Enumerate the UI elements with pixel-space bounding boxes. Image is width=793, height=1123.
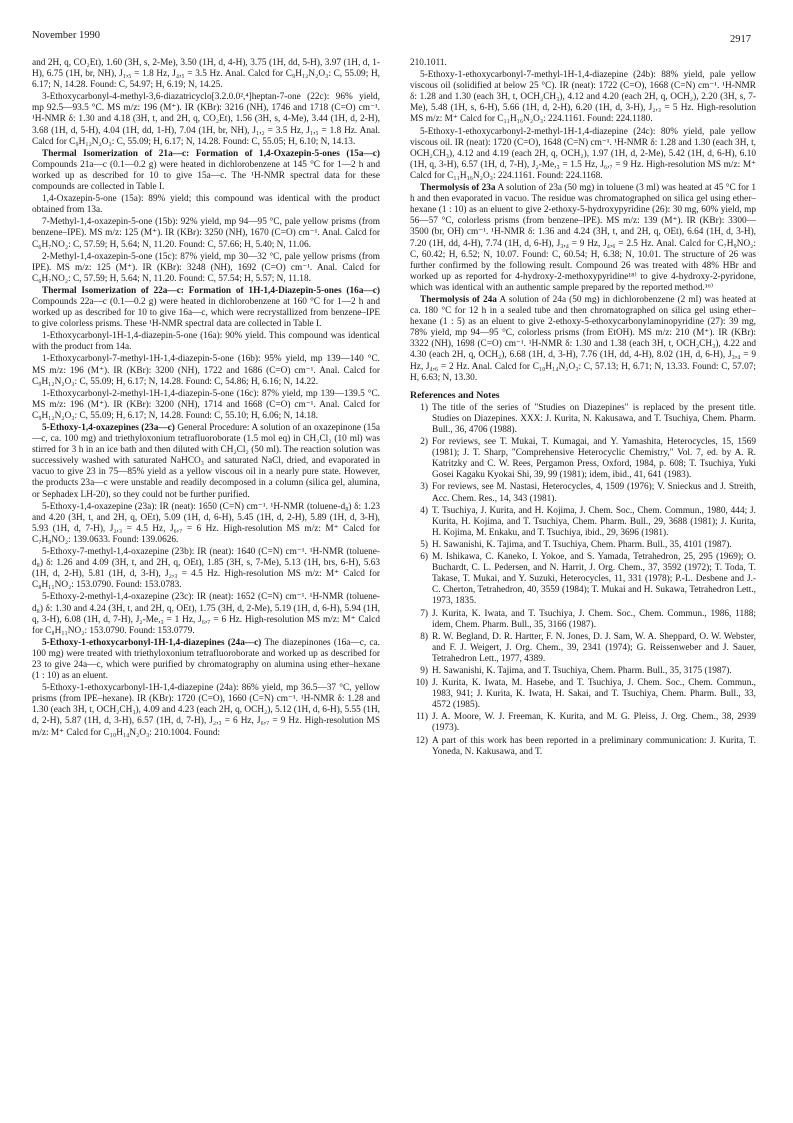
paragraph	[410, 295, 756, 384]
paragraph-text: 210.1011.	[410, 58, 447, 68]
paragraph	[32, 58, 380, 91]
reference-item	[410, 609, 756, 631]
paragraph	[32, 547, 380, 591]
reference-item	[410, 552, 756, 607]
reference-item	[410, 712, 756, 734]
header-date: November 1990	[32, 30, 100, 41]
paragraph-text: 1,4-Oxazepin-5-one (15a): 89% yield; this compound was identical with the product obtained from 13a.	[32, 194, 380, 216]
paragraph	[32, 149, 380, 193]
paragraph	[32, 502, 380, 546]
reference-number: 6)	[420, 552, 428, 563]
reference-text: A part of this work has been reported in a preliminary communication: J. Kurita, T. Yoneda, N. Kakusawa, and T.	[432, 735, 756, 757]
right-column-body	[410, 58, 756, 384]
reference-text: H. Sawanishi, K. Tajima, and T. Tsuchiya, Chem. Pharm. Bull., 35, 4101 (1987).	[432, 539, 732, 550]
paragraph-text: 5-Ethoxy-1-ethoxycarbonyl-7-methyl-1H-1,4-diazepine (24b): 88% yield, pale yellow viscous oil (solidified at below 25 °C). IR (neat): 1722 (C=O), 1668 (C=N) cm⁻¹. ¹H-NMR δ: 1.28 and 1.30 (each 3H, t, OCH₂CH₃), 4.12 and 4.20 (each 2H, q, OCH₂), 2.20 (3H, s, 7-Me), 5.48 (1H, s, 6-H), 5.66 (1H, d, 2-H), 6.20 (1H, d, 3-H), J₂,₃ = 5 Hz. High-resolution MS m/z: M⁺ Calcd for C₁₁H₁₆N₂O₃: 224.1161. Found: 224.1180.	[410, 70, 756, 125]
reference-number: 11)	[415, 712, 428, 723]
reference-number: 8)	[420, 631, 428, 642]
paragraph-text: 3-Ethoxycarbonyl-4-methyl-3,6-diazatricyclo[3.2.0.0²,⁴]heptan-7-one (22c): 96% yield, mp 92.5—93.5 °C. MS m/z: 196 (M⁺). IR (KBr): 3216 (NH), 1746 and 1718 (C=O) cm⁻¹. ¹H-NMR δ: 1.30 and 4.18 (3H, t, and 2H, q, CO₂Et), 1.56 (3H, s, 4-Me), 3.44 (1H, d, 2-H), 3.68 (1H, d, 5-H), 4.04 (1H, dd, 1-H), 7.04 (1H, br, NH), J₁,₂ = 3.5 Hz, J₁,₅ = 1.8 Hz. Anal. Calcd for C₉H₁₂N₂O₃: C, 55.09; H, 6.17; N, 14.28. Found: C, 55.05; H, 6.10; N, 14.13.	[32, 92, 380, 147]
paragraph-heading: Thermal Isomerization of 22a—c: Formation of 1H-1,4-Diazepin-5-ones (16a—c)	[42, 285, 380, 296]
paragraph-text: 1-Ethoxycarbonyl-7-methyl-1H-1,4-diazepin-5-one (16b): 95% yield, mp 139—140 °C. MS m/z: 196 (M⁺). IR (KBr): 3200 (NH), 1722 and 1686 (C=O) cm⁻¹. Anal. Calcd for C₉H₁₂N₂O₃: C, 55.09; H, 6.17; N, 14.28. Found: C, 54.86; H, 6.16; N, 14.22.	[32, 354, 380, 387]
reference-text: J. Kurita, K. Iwata, M. Hasebe, and T. Tsuchiya, J. Chem. Soc., Chem. Commun., 1983, 941; J. Kurita, K. Iwata, H. Sakai, and T. Tsuchiya, Chem. Pharm. Bull., 33, 4572 (1985).	[432, 678, 756, 711]
paragraph	[410, 127, 756, 182]
reference-item	[410, 403, 756, 436]
paragraph-text: 2-Methyl-1,4-oxazepin-5-one (15c): 87% yield, mp 30—32 °C, pale yellow prisms (from IPE). MS m/z: 125 (M⁺). IR (KBr): 3248 (NH), 1692 (C=O) cm⁻¹. Anal. Calcd for C₆H₇NO₂: C, 57.59; H, 5.64; N, 11.20. Found: C, 57.54; H, 5.57; N, 11.18.	[32, 251, 380, 284]
reference-item	[410, 678, 756, 711]
reference-item	[410, 482, 756, 504]
reference-number: 9)	[420, 665, 428, 676]
paragraph-text: Compounds 22a—c (0.1—0.2 g) were heated in dichlorobenzene at 160 °C for 1—2 h and worked up as described for 10 to give 16a—c, which were recrystallized from benzene–IPE to give colorless prisms. These ¹H-NMR spectral data are collected in Table I.	[32, 296, 380, 330]
reference-number: 1)	[420, 402, 428, 413]
paragraph-text: and 2H, q, CO₂Et), 1.60 (3H, s, 2-Me), 3.50 (1H, d, 4-H), 3.75 (1H, dd, 5-H), 3.97 (1H, d, 1-H), 6.75 (1H, br, NH), J₁,₅ = 1.8 Hz, J₄,₅ = 3.5 Hz. Anal. Calcd for C₉H₁₂N₂O₃: C, 55.09; H, 6.17; N, 14.28. Found: C, 54.97; H, 6.19; N, 14.25.	[32, 58, 380, 91]
reference-text: For reviews, see T. Mukai, T. Kumagai, and Y. Yamashita, Heterocycles, 15, 1569 (1981); J. T. Sharp, "Comprehensive Heterocyclic Chemistry," Vol. 7, ed. by A. R. Katritzky and C. W. Rees, Pergamon Press, Oxford, 1984, p. 608; T. Tsuchiya, Yuki Gosei Kagaku Kyokai Shi, 39, 99 (1981); idem, ibid., 41, 641 (1983).	[432, 437, 756, 481]
paragraph-text: 5-Ethoxy-7-methyl-1,4-oxazepine (23b): IR (neat): 1640 (C=N) cm⁻¹. ¹H-NMR (toluene-d₈) δ: 1.26 and 4.09 (3H, t, and 2H, q, OEt), 1.85 (3H, s, 7-Me), 5.13 (1H, brs, 6-H), 5.63 (1H, d, 2-H), 5.81 (1H, d, 3-H), J₂,₃ = 4.5 Hz. High-resolution MS m/z: M⁺ Calcd for C₈H₁₁NO₂: 153.0790. Found: 153.0783.	[32, 547, 380, 591]
paragraph-text: 7-Methyl-1,4-oxazepin-5-one (15b): 92% yield, mp 94—95 °C, pale yellow prisms (from benzene–IPE). MS m/z: 125 (M⁺). IR (KBr): 3250 (NH), 1670 (C=O) cm⁻¹. Anal. Calcd for C₆H₇NO₂: C, 57.59; H, 5.64; N, 11.20. Found: C, 57.66; H, 5.40; N, 11.06.	[32, 217, 380, 250]
paragraph	[410, 58, 756, 69]
paragraph	[32, 638, 380, 682]
reference-text: H. Sawanishi, K. Tajima, and T. Tsuchiya, Chem. Pharm. Bull., 35, 3175 (1987).	[432, 665, 732, 676]
paragraph	[32, 423, 380, 501]
reference-number: 10)	[415, 678, 428, 689]
paragraph	[32, 194, 380, 216]
reference-item	[410, 632, 756, 665]
paragraph-text: 1-Ethoxycarbonyl-2-methyl-1H-1,4-diazepin-5-one (16c): 87% yield, mp 139—139.5 °C. MS m/z: 196 (M⁺). IR (KBr): 3200 (NH), 1714 and 1668 (C=O) cm⁻¹. Anal. Calcd for C₉H₁₂N₂O₃: C, 55.09; H, 6.17; N, 14.28. Found: C, 55.10; H, 6.06; N, 14.18.	[32, 388, 380, 421]
paragraph-text: Compounds 21a—c (0.1—0.2 g) were heated in dichlorobenzene at 145 °C for 1—2 h and worked up as described for 10 to give 15a—c. The ¹H-NMR spectral data for these compounds are collected in Table I.	[32, 159, 380, 193]
reference-item	[410, 506, 756, 539]
paragraph	[32, 217, 380, 250]
reference-number: 12)	[415, 735, 428, 746]
paragraph-text: 5-Ethoxy-1-ethoxycarbonyl-1H-1,4-diazepine (24a): 86% yield, mp 36.5—37 °C, yellow prisms (from IPE–hexane). IR (KBr): 1720 (C=O), 1660 (C=N) cm⁻¹. ¹H-NMR δ: 1.28 and 1.30 (each 3H, t, OCH₂CH₃), 4.09 and 4.23 (each 2H, q, OCH₂), 5.12 (1H, d, 6-H), 5.55 (1H, d, 2-H), 5.87 (1H, d, 3-H), 6.57 (1H, d, 7-H), J₂,₃ = 6 Hz, J₆,₇ = 9 Hz. High-resolution MS m/z: M⁺ Calcd for C₁₀H₁₄N₂O₃: 210.1004. Found:	[32, 683, 380, 738]
reference-text: J. A. Moore, W. J. Freeman, K. Kurita, and M. G. Pleiss, J. Org. Chem., 38, 2939 (1973).	[432, 712, 756, 734]
reference-text: M. Ishikawa, C. Kaneko, I. Yokoe, and S. Yamada, Tetrahedron, 25, 295 (1969); O. Buchardt, C. L. Pedersen, and N. Harrit, J. Org. Chem., 37, 3592 (1972); T. Toda, T. Takase, T. Mukai, and Y. Suzuki, Heterocycles, 11, 331 (1978); P.-L. Desbene and J.-C. Cherton, Tetrahedron, 40, 3559 (1984); T. Mukai and H. Sukawa, Tetrahedron Lett., 1973, 1835.	[432, 552, 756, 607]
reference-text: The title of the series of "Studies on Diazepines" is replaced by the present title. Studies on Diazepines. XXX: J. Kurita, N. Kakusawa, and T. Tsuchiya, Chem. Pharm. Bull., 36, 4706 (1988).	[432, 402, 756, 435]
paragraph-heading: Thermolysis of 24a	[420, 294, 497, 305]
reference-number: 7)	[420, 608, 428, 619]
reference-number: 4)	[420, 505, 428, 516]
paragraph	[32, 331, 380, 353]
page-number: 2917	[730, 34, 751, 45]
reference-text: For reviews, see M. Nastasi, Heterocycles, 4, 1509 (1976); V. Snieckus and J. Streith, Acc. Chem. Res., 14, 343 (1981).	[432, 482, 756, 504]
reference-item	[410, 666, 756, 677]
paragraph	[32, 92, 380, 147]
reference-number: 3)	[420, 482, 428, 493]
paragraph-text: General Procedure: A solution of an oxazepinone (15a—c, ca. 100 mg) and triethyloxonium tetrafluoroborate (1.5 mol eq) in CH₂Cl₂ (10 ml) was stirred for 3 h in an ice bath and then diluted with CH₂Cl₂ (50 ml). The reaction solution was successively washed with saturated NaHCO₃ and saturated NaCl, dried, and evaporated in vacuo to give 23 in 75—85% yield as a yellow viscous oil in a nearly pure state. However, the products 23a—c were unstable and readily decomposed in a column (silica gel, alumina, or Sephadex LH-20), so they could not be further purified.	[32, 423, 380, 500]
paragraph	[32, 354, 380, 387]
paragraph	[32, 286, 380, 330]
reference-text: T. Tsuchiya, J. Kurita, and H. Kojima, J. Chem. Soc., Chem. Commun., 1980, 444; J. Kurita, H. Kojima, and T. Tsuchiya, Chem. Pharm. Bull., 29, 3688 (1981); J. Kurita, H. Kojima, M. Enkaku, and T. Tsuchiya, ibid., 29, 3696 (1981).	[432, 505, 756, 538]
right-column	[410, 58, 756, 759]
paragraph-heading: Thermolysis of 23a	[420, 183, 496, 194]
reference-item	[410, 540, 756, 551]
reference-number: 5)	[420, 539, 428, 550]
paragraph-text: 5-Ethoxy-1-ethoxycarbonyl-2-methyl-1H-1,4-diazepine (24c): 80% yield, pale yellow viscous oil. IR (neat): 1720 (C=O), 1648 (C=N) cm⁻¹. ¹H-NMR δ: 1.28 and 1.30 (each 3H, t, OCH₂CH₃), 4.12 and 4.19 (each 2H, q, OCH₂), 1.97 (1H, d, 2-Me), 5.42 (1H, d, 6-H), 6.10 (1H, q, 3-H), 6.57 (1H, d, 7-H), J₂-Me,₃ = 1.5 Hz, J₆,₇ = 9 Hz. High-resolution MS m/z: M⁺ Calcd for C₁₁H₁₆N₂O₃: 224.1161. Found: 224.1168.	[410, 126, 756, 181]
paragraph-text: The diazepinones (16a—c, ca. 100 mg) were treated with triethyloxonium tetrafluoroborate and worked up as described for 23 to give 24a—c, which were purified by chromatography on alumina using ether–hexane (1 : 10) as an eluent.	[32, 637, 380, 682]
paragraph	[32, 592, 380, 636]
reference-item	[410, 437, 756, 481]
paragraph-text: 5-Ethoxy-2-methyl-1,4-oxazepine (23c): IR (neat): 1652 (C=N) cm⁻¹. ¹H-NMR (toluene-d₈) δ: 1.30 and 4.24 (3H, t, and 2H, q, OEt), 1.75 (3H, d, 2-Me), 5.19 (1H, d, 6-H), 5.94 (1H, q, 3-H), 6.08 (1H, d, 7-H), J₂-Me,₃ = 1 Hz, J₆,₇ = 6 Hz. High-resolution MS m/z: M⁺ Calcd for C₈H₁₁NO₂: 153.0790. Found: 153.0779.	[32, 592, 380, 636]
reference-text: R. W. Begland, D. R. Hartter, F. N. Jones, D. J. Sam, W. A. Sheppard, O. W. Webster, and F. J. Weigert, J. Org. Chem., 39, 2341 (1974); G. Reissenweber and J. Sauer, Tetrahedron Lett., 1977, 4389.	[432, 631, 756, 664]
paragraph	[32, 683, 380, 738]
reference-item	[410, 736, 756, 758]
paragraph-heading: 5-Ethoxy-1,4-oxazepines (23a—c)	[42, 423, 175, 433]
paragraph	[32, 252, 380, 285]
references-list	[410, 403, 756, 758]
paragraph	[410, 70, 756, 125]
paragraph-text: 5-Ethoxy-1,4-oxazepine (23a): IR (neat): 1650 (C=N) cm⁻¹. ¹H-NMR (toluene-d₈) δ: 1.23 and 4.20 (3H, t, and 2H, q, OEt), 5.09 (1H, d, 6-H), 5.45 (1H, d, 2-H), 5.89 (1H, d, 3-H), 5.93 (1H, d, 7-H), J₂,₃ = 4.5 Hz, J₆,₇ = 6 Hz. High-resolution MS m/z: M⁺ Calcd for C₇H₉NO₂: 139.0633. Found: 139.0626.	[32, 501, 380, 545]
reference-text: J. Kurita, K. Iwata, and T. Tsuchiya, J. Chem. Soc., Chem. Commun., 1986, 1188; idem, Chem. Pharm. Bull., 35, 3166 (1987).	[432, 608, 756, 630]
paragraph-heading: Thermal Isomerization of 21a—c: Formation of 1,4-Oxazepin-5-ones (15a—c)	[42, 148, 380, 159]
paragraph-text: A solution of 24a (50 mg) in dichlorobenzene (2 ml) was heated at ca. 180 °C for 12 h in a sealed tube and then chromatographed on silica gel using ether–hexane (1 : 5) as an eluent to give 2-ethoxy-5-ethoxycarbonylaminopyridine (27): 39 mg, 78% yield, mp 94—95 °C, colorless prisms (from EtOH). MS m/z: 210 (M⁺). IR (KBr): 3322 (NH), 1698 (C=O) cm⁻¹. ¹H-NMR δ: 1.30 and 1.38 (each 3H, t, OCH₂CH₃), 4.22 and 4.30 (each 2H, q, OCH₂), 6.68 (1H, d, 3-H), 7.76 (1H, dd, 4-H), 8.02 (1H, d, 6-H), J₃,₄ = 9 Hz, J₄,₆ = 2 Hz. Anal. Calcd for C₁₀H₁₄N₂O₃: C, 57.13; H, 6.71; N, 13.33. Found: C, 57.07; H, 6.63; N, 13.30.	[410, 294, 756, 383]
reference-number: 2)	[420, 437, 428, 448]
paragraph-heading: 5-Ethoxy-1-ethoxycarbonyl-1H-1,4-diazepines (24a—c)	[42, 637, 262, 648]
left-column	[32, 58, 380, 740]
paragraph	[32, 389, 380, 422]
references-title: References and Notes	[410, 389, 500, 401]
paragraph-text: 1-Ethoxycarbonyl-1H-1,4-diazepin-5-one (16a): 90% yield. This compound was identical with the product from 14a.	[32, 331, 380, 353]
paragraph	[410, 183, 756, 294]
paragraph-text: A solution of 23a (50 mg) in toluene (3 ml) was heated at 45 °C for 1 h and then evaporated in vacuo. The residue was chromatographed on silica gel using ether–hexane (1 : 10) as an eluent to give 2-ethoxy-5-hydroxypyridine (26): 30 mg, 60% yield, mp 56—57 °C, colorless prisms (from benzene–IPE). MS m/z: 139 (M⁺). IR (KBr): 3300—3500 (br, OH) cm⁻¹. ¹H-NMR δ: 1.36 and 4.24 (3H, t, and 2H, q, OEt), 6.64 (1H, d, 3-H), 7.20 (1H, dd, 4-H), 7.74 (1H, d, 6-H), J₃,₄ = 9 Hz, J₄,₆ = 2.5 Hz. Anal. Calcd for C₇H₉NO₂: C, 60.42; H, 6.52; N, 10.07. Found: C, 60.54; H, 6.38; N, 10.01. The structure of 26 was further confirmed by the following result. Compound 26 was treated with 48% HBr and worked up as reported for 4-hydroxy-2-methoxypyridine¹⁸⁾ to give 4-hydroxy-2-pyridone, which was identical with an authentic sample prepared by the reported method.¹⁶⁾	[410, 183, 757, 293]
